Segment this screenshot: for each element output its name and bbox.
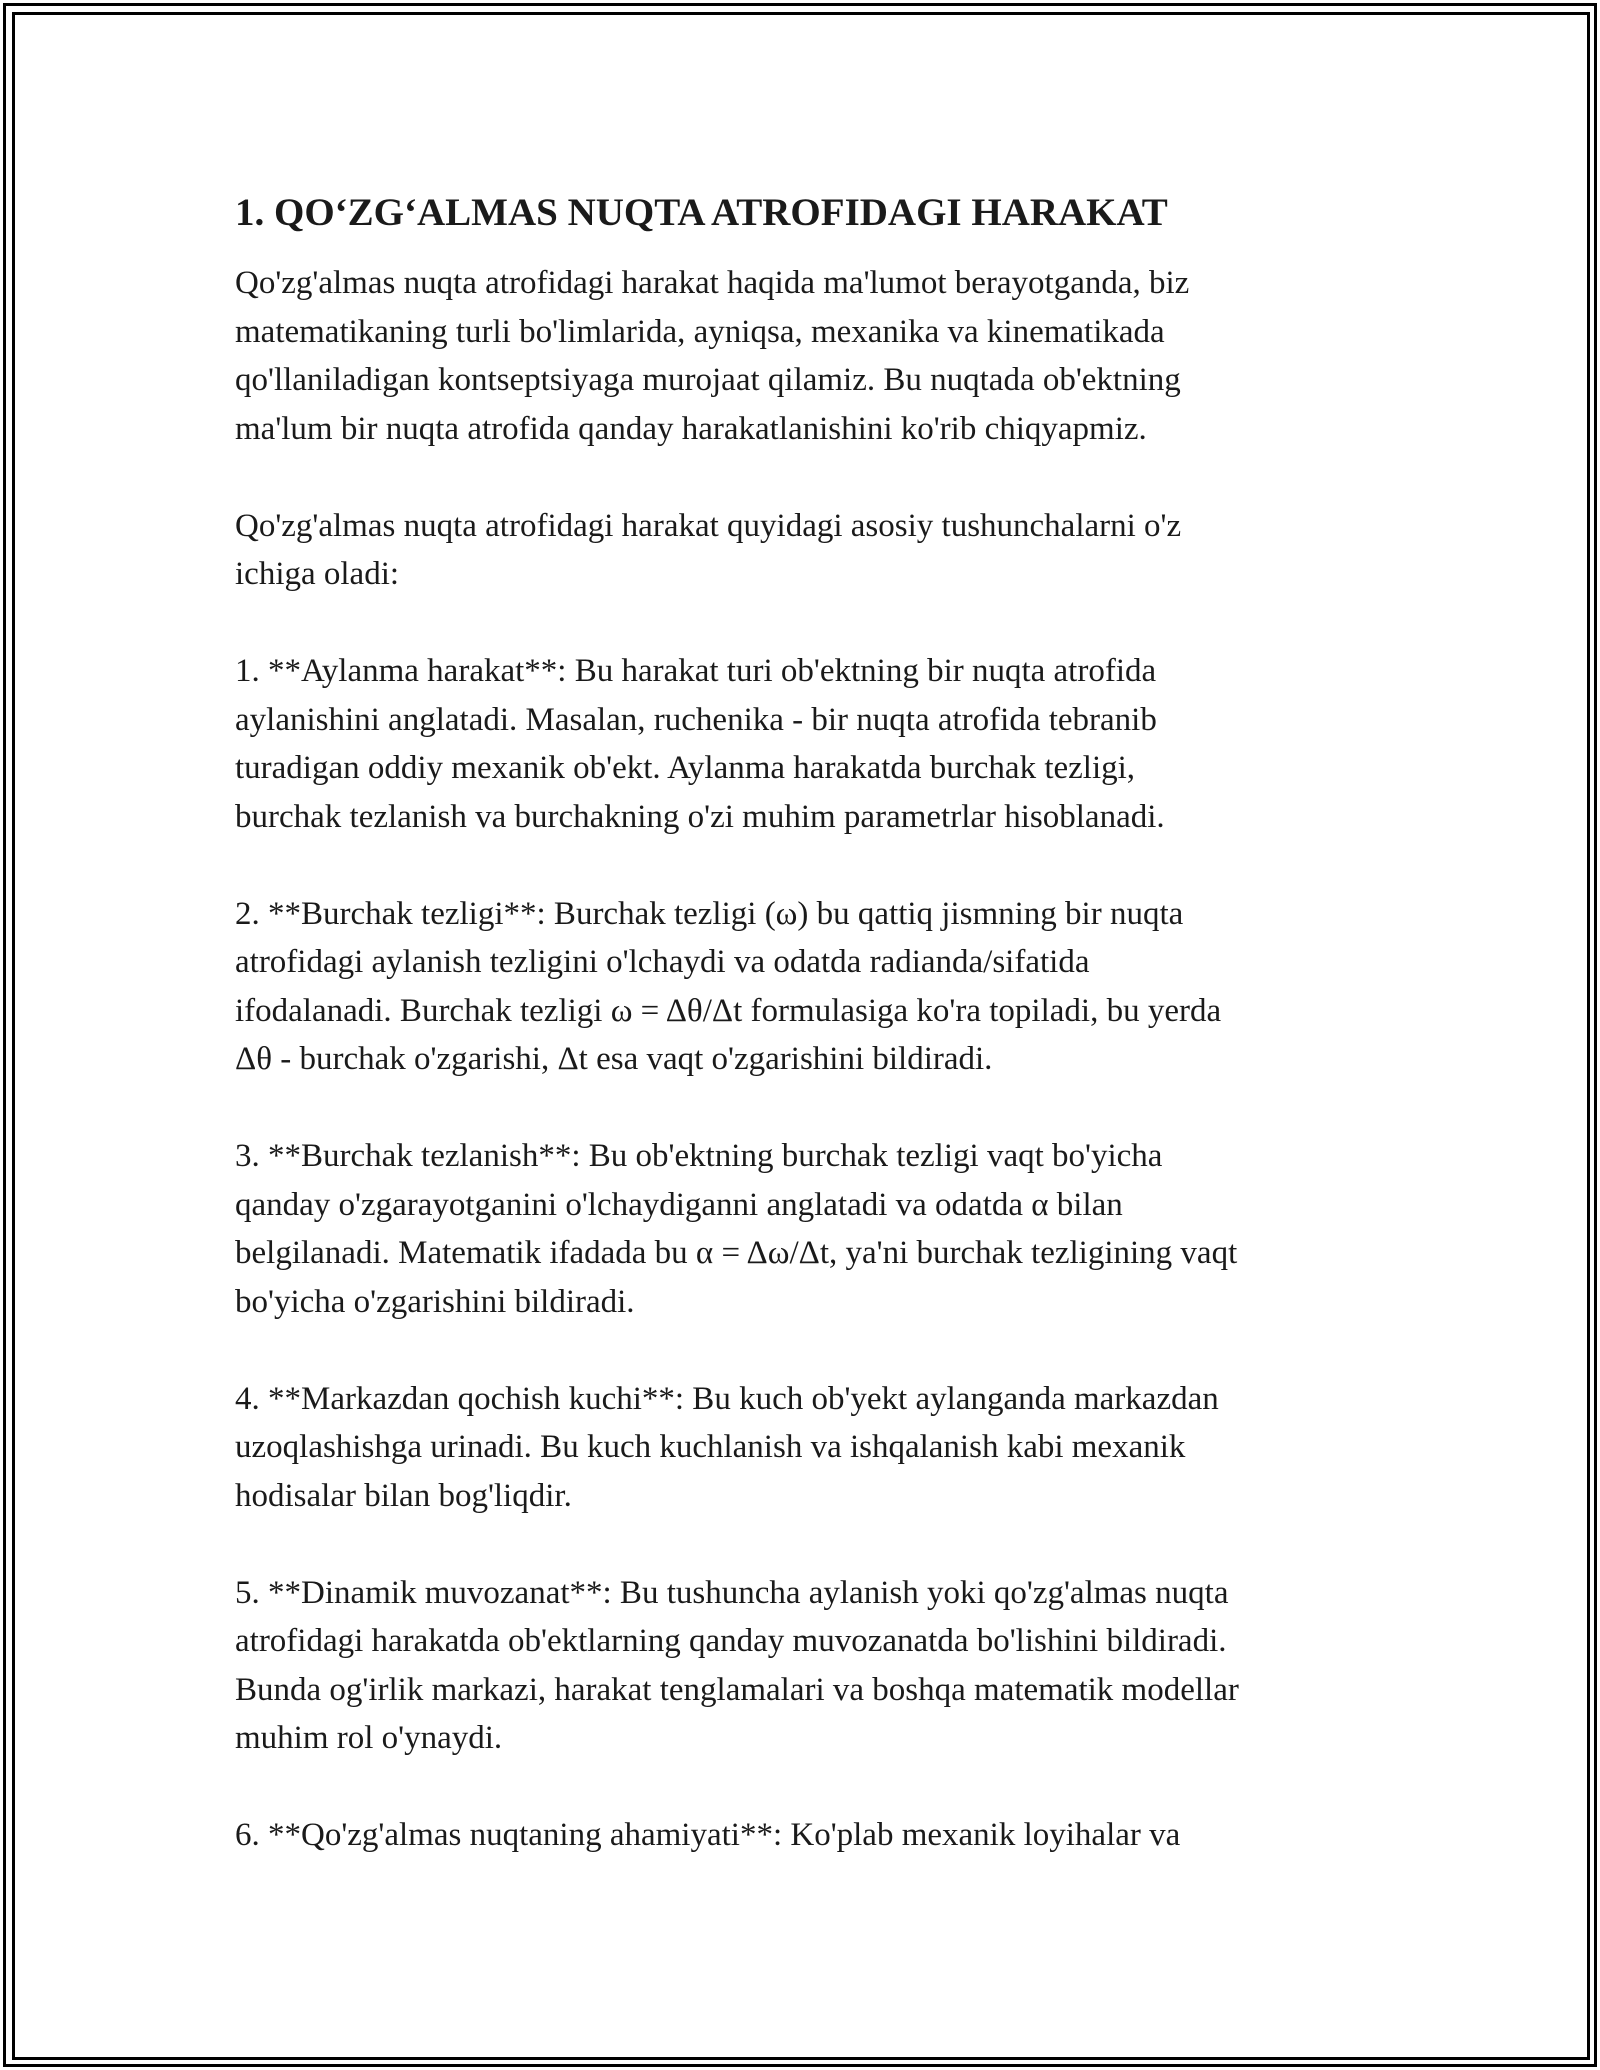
paragraph-intro: Qo'zg'almas nuqta atrofidagi harakat haqida ma'lumot berayotganda, biz matematikaning turli bo'limlarida, ayniqsa, mexanika va kinematikada qo'llaniladigan kontseptsiyaga murojaat qilamiz. Bu nuqtada ob'ektning ma'lum bir nuqta atrofida qanday harakatlanishini ko'rib chiqyapmiz.: [235, 265, 1190, 447]
document-title: 1. QO‘ZG‘ALMAS NUQTA ATROFIDAGI HARAKAT: [235, 191, 1168, 234]
document-page: [235, 187, 1365, 1908]
list-item-burchak-tezlanish: 3. **Burchak tezlanish**: Bu ob'ektning burchak tezligi vaqt bo'yicha qanday o'zgarayotganini o'lchaydiganni anglatadi va odatda α bilan belgilanadi. Matematik ifadada bu α = Δω/Δt, ya'ni burchak tezligining vaqt bo'yicha o'zgarishini bildiradi.: [235, 1138, 1238, 1320]
paragraph-concepts-intro: Qo'zg'almas nuqta atrofidagi harakat quyidagi asosiy tushunchalarni o'z ichiga oladi:: [235, 507, 1182, 592]
list-item-aylanma-harakat: 1. **Aylanma harakat**: Bu harakat turi ob'ektning bir nuqta atrofida aylanishini anglatadi. Masalan, ruchenika - bir nuqta atrofida tebranib turadigan oddiy mexanik ob'ekt. Aylanma harakatda burchak tezligi, burchak tezlanish va burchakning o'zi muhim parametrlar hisoblanadi.: [235, 653, 1165, 835]
list-item-nuqta-ahamiyati: 6. **Qo'zg'almas nuqtaning ahamiyati**: Ko'plab mexanik loyihalar va: [235, 1817, 1181, 1853]
list-item-markazdan-qochish-kuchi: 4. **Markazdan qochish kuchi**: Bu kuch ob'yekt aylanganda markazdan uzoqlashishga urinadi. Bu kuch kuchlanish va ishqalanish kabi mexanik hodisalar bilan bog'liqdir.: [235, 1380, 1219, 1514]
list-item-dinamik-muvozanat: 5. **Dinamik muvozanat**: Bu tushuncha aylanish yoki qo'zg'almas nuqta atrofidagi harakatda ob'ektlarning qanday muvozanatda bo'lishini bildiradi. Bunda og'irlik markazi, harakat tenglamalari va boshqa matematik modellar muhim rol o'ynaydi.: [235, 1574, 1239, 1756]
list-item-burchak-tezligi: 2. **Burchak tezligi**: Burchak tezligi (ω) bu qattiq jismning bir nuqta atrofidagi aylanish tezligini o'lchaydi va odatda radianda/sifatida ifodalanadi. Burchak tezligi ω = Δθ/Δt formulasiga ko'ra topiladi, bu yerda Δθ - burchak o'zgarishi, Δt esa vaqt o'zgarishini bildiradi.: [235, 895, 1222, 1077]
